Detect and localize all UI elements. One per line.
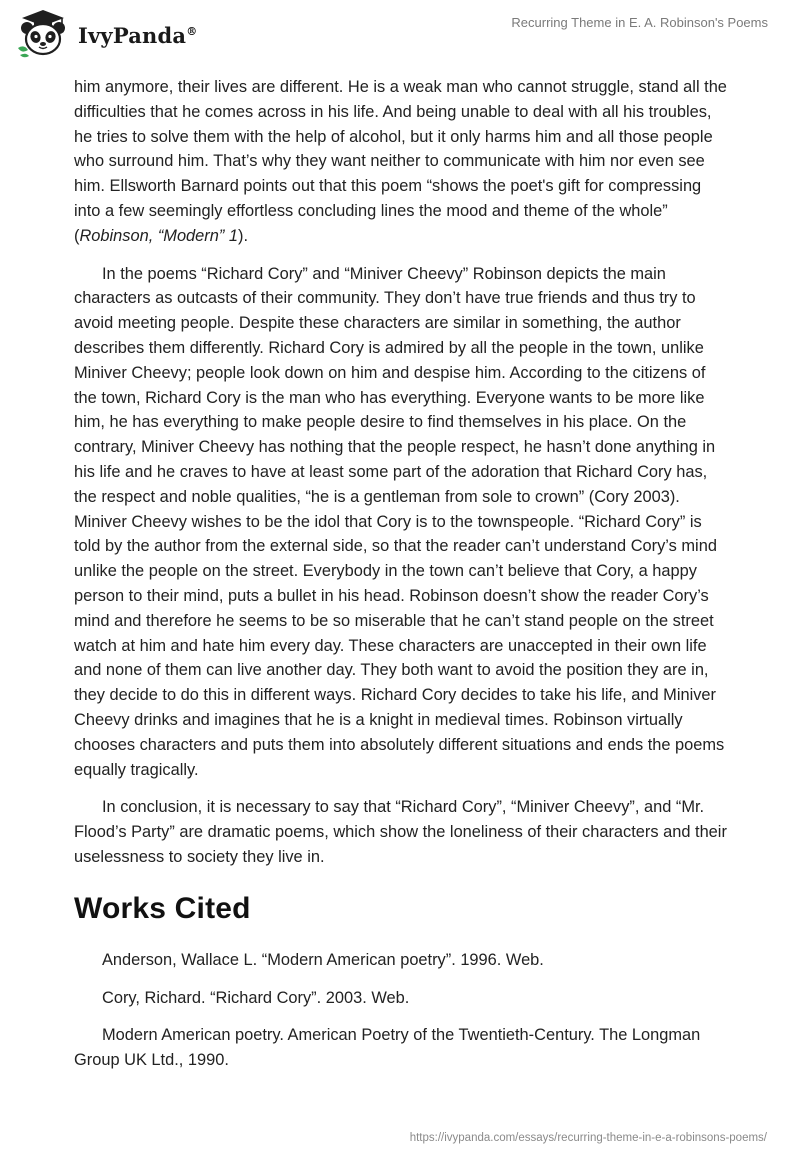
brand-name: IvyPanda® <box>78 23 198 48</box>
paragraph-1: him anymore, their lives are different. He is a weak man who cannot struggle, stand all the difficulties that he comes across in his life. And being unable to deal with all his troubles, he tries to solve them with the help of alcohol, but it only harms him and all those people who surround him. That’s why they want neither to communicate with him nor even see him. Ellsworth Barnard points out that this poem “shows the poet's gift for compressing into a few seemingly effortless concluding lines the mood and theme of the whole” (Robinson, “Modern” 1). <box>74 78 727 245</box>
works-cited-item: Modern American poetry. American Poetry of the Twentieth-Century. The Longman Group UK Ltd., 1990. <box>74 1026 701 1070</box>
works-cited-item: Cory, Richard. “Richard Cory”. 2003. Web. <box>102 988 410 1007</box>
ivypanda-logo[interactable] <box>14 8 197 63</box>
works-cited-heading: Works Cited <box>74 891 251 925</box>
page-header <box>0 0 800 70</box>
paragraph-3: In conclusion, it is necessary to say that “Richard Cory”, “Miniver Cheevy”, and “Mr. Flood’s Party” are dramatic poems, which show the loneliness of their characters and their uselessness to society they live in. <box>74 798 727 866</box>
paragraph-2: In the poems “Richard Cory” and “Miniver Cheevy” Robinson depicts the main characters as outcasts of their community. They don’t have true friends and thus try to avoid meeting people. Despite these characters are similar in something, the author describes them differently. Richard Cory is admired by all the people in the town, unlike Miniver Cheevy; people look down on him and despise him. According to the citizens of the town, Richard Cory is the man who has everything. Everyone wants to be more like him, he has everything to make people desire to find themselves in his place. On the contrary, Miniver Cheevy has nothing that the people respect, he hasn’t done anything in his life and he craves to have at least some part of the adoration that Richard Cory has, the respect and noble qualities, “he is a gentleman from sole to crown” (Cory 2003). Miniver Cheevy wishes to be the idol that Cory is to the townspeople. “Richard Cory” is told by the author from the external side, so that the reader can’t understand Cory’s mind unlike the people on the street. Everybody in the town can’t believe that Cory, a happy person to their mind, puts a bullet in his head. Robinson doesn’t show the reader Cory’s mind and therefore he seems to be so miserable that he can’t stand people on the street watch at him and hate him every day. These characters are unaccepted in their own life and none of them can live another day. They both want to avoid the position they are in, they decide to do this in different ways. Richard Cory decides to take his life, and Miniver Cheevy drinks and imagines that he is a knight in medieval times. Robinson virtually chooses characters and puts them into absolutely different situations and ends the poems equally tragically. <box>74 264 725 779</box>
registered-mark: ® <box>186 25 198 38</box>
source-url[interactable]: https://ivypanda.com/essays/recurring-theme-in-e-a-robinsons-poems/ <box>409 1132 767 1144</box>
document-title: Recurring Theme in E. A. Robinson's Poems <box>511 15 768 30</box>
works-cited-item: Anderson, Wallace L. “Modern American poetry”. 1996. Web. <box>102 950 544 969</box>
panda-graduate-icon <box>14 8 72 63</box>
essay-content <box>74 75 730 1086</box>
inline-citation: Robinson, “Modern” 1 <box>79 226 238 245</box>
